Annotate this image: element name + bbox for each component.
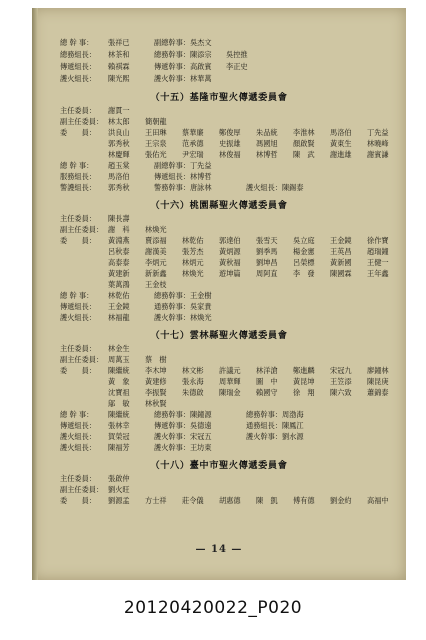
- member-name: 王笠添: [330, 377, 352, 386]
- member-name: 賴國守: [256, 388, 278, 397]
- role-label: 副主任委員：: [60, 225, 104, 234]
- roster-line: [60, 474, 145, 483]
- roster-line: [60, 496, 404, 505]
- image-caption: 20120420022_P020: [123, 598, 303, 618]
- member-name: 王金枝: [145, 280, 167, 289]
- roster-line: [60, 258, 404, 267]
- roster-line: [60, 355, 182, 364]
- assistant-entry: 副總幹事：吳杰文: [154, 38, 212, 47]
- role-label: 服務組長：: [60, 172, 96, 181]
- member-name: 宋冠九: [330, 366, 352, 375]
- member-name: 史振雄: [219, 139, 241, 148]
- role-label: 副主任委員：: [60, 355, 104, 364]
- member-name: 黃新國: [330, 258, 352, 267]
- member-name: 高福中: [367, 496, 389, 505]
- member-name: 林洋滄: [256, 366, 278, 375]
- roster-line: [60, 225, 182, 234]
- member-name: 林曉峰: [367, 139, 389, 148]
- member-name: 洪良山: [108, 128, 130, 137]
- member-name: 黃建修: [145, 377, 167, 386]
- role-label: 護火組長：: [60, 313, 96, 322]
- member-name: 張雪天: [256, 236, 278, 245]
- member-name: 蔡 樹: [145, 355, 167, 364]
- member-name: 林福龍: [108, 313, 130, 322]
- member-name: 簡朝龍: [145, 117, 167, 126]
- role-label: 副主任委員：: [60, 485, 104, 494]
- member-name: 劉坤昌: [256, 258, 278, 267]
- role-label: 委 員：: [60, 236, 96, 245]
- role-label: 委 員：: [60, 128, 96, 137]
- member-name: 圖 中: [256, 377, 278, 386]
- member-name: 林博哲: [256, 150, 278, 159]
- roster-line: [60, 443, 212, 452]
- roster-line: [60, 214, 145, 223]
- member-name: 胡惠德: [219, 496, 241, 505]
- member-name: 陳 凱: [256, 496, 278, 505]
- member-name: 方士祥: [145, 496, 167, 505]
- member-name: 郭達伯: [219, 236, 241, 245]
- role-label: 護火組長：: [60, 443, 96, 452]
- member-name: 朱品統: [256, 128, 278, 137]
- member-name: 林慶輝: [108, 150, 130, 159]
- member-name: 遊坤篇: [219, 269, 241, 278]
- member-name: 李淮林: [293, 128, 315, 137]
- roster-line: [60, 150, 404, 159]
- role-label: 總 幹 事：: [60, 38, 94, 47]
- member-name: 陳光熙: [108, 74, 130, 83]
- member-name: 陳繼統: [108, 366, 130, 375]
- member-name: 周萬玉: [108, 355, 130, 364]
- roster-line: [60, 139, 404, 148]
- member-name: 李木坤: [145, 366, 167, 375]
- member-name: 傅有德: [293, 496, 315, 505]
- member-name: 王金鏡: [330, 236, 352, 245]
- roster-line: [60, 388, 404, 397]
- member-name: 林乾佑: [108, 291, 130, 300]
- roster-line: [60, 344, 145, 353]
- member-name: 王田琳: [145, 128, 167, 137]
- member-name: 王英昌: [330, 247, 352, 256]
- member-name: 林秋賢: [145, 399, 167, 408]
- member-name: 林文彬: [182, 366, 204, 375]
- roster-line: [60, 280, 182, 289]
- member-name: 林乾佑: [182, 236, 204, 245]
- roster-line: [60, 313, 212, 322]
- member-name: 范承德: [182, 139, 204, 148]
- assistant-entry: 通務幹事：吳家貴: [154, 302, 212, 311]
- section-title: （十八）臺中市聖火傳遞委員會: [150, 460, 288, 471]
- member-name: 林茶和: [108, 50, 130, 59]
- roster-line: [60, 38, 212, 47]
- member-name: 謝貫一: [108, 106, 130, 115]
- book-page: [32, 8, 406, 580]
- member-name: 王宗泉: [145, 139, 167, 148]
- roster-line: [60, 117, 182, 126]
- member-name: 黃東生: [330, 139, 352, 148]
- roster-line: [60, 399, 182, 408]
- member-name: 蕭錦泰: [367, 388, 389, 397]
- member-name: 陳長壽: [108, 214, 130, 223]
- member-name: 李 發: [293, 269, 315, 278]
- assistant-entry: 通務組長：陳鳳江: [246, 421, 304, 430]
- role-label: 總務組長：: [60, 50, 96, 59]
- member-name: 黃淵燕: [108, 236, 130, 245]
- member-name: 陳六致: [330, 388, 352, 397]
- assistant-entry: 副總幹事：丁先益: [154, 161, 212, 170]
- member-name: 謝 科: [108, 225, 130, 234]
- role-label: 總 幹 事：: [60, 161, 94, 170]
- member-name: 馬洛伯: [330, 128, 352, 137]
- page-number: — 14 —: [195, 544, 243, 555]
- assistant-entry: 總務幹事：王金樹: [154, 291, 212, 300]
- assistant-entry: 吳控推: [226, 50, 248, 59]
- member-name: 黃秋福: [219, 258, 241, 267]
- member-name: 丁先益: [367, 128, 389, 137]
- member-name: 林煥光: [182, 269, 204, 278]
- member-name: 郭秀秋: [108, 139, 130, 148]
- member-name: 黃炳源: [219, 247, 241, 256]
- roster-line: [60, 410, 304, 419]
- role-label: 護火組長：: [60, 74, 96, 83]
- member-name: 張佑光: [145, 150, 167, 159]
- roster-line: [60, 366, 404, 375]
- member-name: 賣添福: [145, 236, 167, 245]
- member-name: 劉火旺: [108, 485, 130, 494]
- member-name: 賀榮冠: [108, 432, 130, 441]
- member-name: 陳福芳: [108, 443, 130, 452]
- assistant-entry: 護火幹事：林華萬: [154, 74, 212, 83]
- member-name: 林炳元: [182, 258, 204, 267]
- member-name: 蔡華廉: [182, 128, 204, 137]
- member-name: 周阿直: [256, 269, 278, 278]
- roster-line: [60, 62, 248, 71]
- roster-line: [60, 74, 212, 83]
- assistant-entry: 護火幹事：宋冠五: [154, 432, 212, 441]
- roster-line: [60, 377, 404, 386]
- roster-line: [60, 128, 404, 137]
- role-label: 傳遞組長：: [60, 302, 96, 311]
- member-name: 黃建新: [108, 269, 130, 278]
- member-name: 黃昆坤: [293, 377, 315, 386]
- assistant-entry: 護火組長：陳錫泰: [246, 183, 304, 192]
- member-name: 馮國旭: [256, 139, 278, 148]
- member-name: 葉萬鴻: [108, 280, 130, 289]
- member-name: 許議元: [219, 366, 241, 375]
- member-name: 陳國霖: [330, 269, 352, 278]
- member-name: 謝賓謙: [367, 150, 389, 159]
- role-label: 總 幹 事：: [60, 410, 94, 419]
- member-name: 馬洛伯: [108, 172, 130, 181]
- member-name: 王年鑫: [367, 269, 389, 278]
- assistant-entry: 傳遞組長：林博哲: [154, 172, 212, 181]
- roster-line: [60, 183, 304, 192]
- roster-line: [60, 236, 404, 245]
- assistant-entry: 李正史: [226, 62, 248, 71]
- role-label: 主任委員：: [60, 214, 96, 223]
- member-name: 顏啟賢: [293, 139, 315, 148]
- member-name: 張林幸: [108, 421, 130, 430]
- member-name: 徐 翔: [293, 388, 315, 397]
- member-name: 劉金約: [330, 496, 352, 505]
- member-name: 周華輝: [219, 377, 241, 386]
- roster-line: [60, 485, 145, 494]
- member-name: 張永海: [182, 377, 204, 386]
- member-name: 張啟仲: [108, 474, 130, 483]
- member-name: 鄔 敏: [108, 399, 130, 408]
- member-name: 吳立庭: [293, 236, 315, 245]
- section-title: （十五）基隆市聖火傳遞委員會: [150, 92, 288, 103]
- member-name: 王金鏡: [108, 302, 130, 311]
- role-label: 傳遞組長：: [60, 62, 96, 71]
- member-name: 呂秋泰: [108, 247, 130, 256]
- role-label: 委 員：: [60, 366, 96, 375]
- role-label: 傳遞組長：: [60, 421, 96, 430]
- role-label: 委 員：: [60, 496, 96, 505]
- assistant-entry: 總務幹事：陳鐘源: [154, 410, 212, 419]
- role-label: 主任委員：: [60, 106, 96, 115]
- member-name: 廖鐘林: [367, 366, 389, 375]
- member-name: 鄭俊厚: [219, 128, 241, 137]
- roster-line: [60, 269, 404, 278]
- assistant-entry: 護火幹事：王坊東: [154, 443, 212, 452]
- member-name: 趙玉棠: [108, 161, 130, 170]
- member-name: 鄭進麟: [293, 366, 315, 375]
- assistant-entry: 護火幹事：劉水源: [246, 432, 304, 441]
- member-name: 呂榮標: [293, 258, 315, 267]
- member-name: 劉季馬: [256, 247, 278, 256]
- member-name: 林煥光: [145, 225, 167, 234]
- member-name: 楊金憲: [293, 247, 315, 256]
- member-name: 陳繼統: [108, 410, 130, 419]
- roster-line: [60, 50, 248, 59]
- member-name: 陳 武: [293, 150, 315, 159]
- member-name: 林俊福: [219, 150, 241, 159]
- assistant-entry: 總務幹事：周渤海: [246, 410, 304, 419]
- assistant-entry: 警務幹事：唐詠林: [154, 183, 212, 192]
- member-name: 李振賢: [145, 388, 167, 397]
- assistant-entry: 傳遞幹事：高啟賓: [154, 62, 212, 71]
- member-name: 張芳杰: [182, 247, 204, 256]
- member-name: 沈寶祖: [108, 388, 130, 397]
- member-name: 徐作寶: [367, 236, 389, 245]
- member-name: 林太郎: [108, 117, 130, 126]
- roster-line: [60, 291, 212, 300]
- roster-line: [60, 161, 212, 170]
- roster-line: [60, 432, 304, 441]
- assistant-entry: 護火幹事：林煥光: [154, 313, 212, 322]
- role-label: 護火組長：: [60, 432, 96, 441]
- member-name: 莊令儀: [182, 496, 204, 505]
- role-label: 主任委員：: [60, 474, 96, 483]
- role-label: 副主任委員：: [60, 117, 104, 126]
- section-title: （十六）桃園縣聖火傳遞委員會: [150, 200, 288, 211]
- roster-line: [60, 106, 145, 115]
- role-label: 主任委員：: [60, 344, 96, 353]
- assistant-entry: 總務幹事：陳添宗: [154, 50, 212, 59]
- roster-line: [60, 421, 304, 430]
- member-name: 林金生: [108, 344, 130, 353]
- member-name: 陳瑞金: [219, 388, 241, 397]
- member-name: 高泰泰: [108, 258, 130, 267]
- member-name: 張祥已: [108, 38, 130, 47]
- member-name: 李炳元: [145, 258, 167, 267]
- role-label: 警護組長：: [60, 183, 96, 192]
- member-name: 謝漢美: [145, 247, 167, 256]
- member-name: 郭秀秋: [108, 183, 130, 192]
- member-name: 趙瑞鐘: [367, 247, 389, 256]
- member-name: 陳昆庚: [367, 377, 389, 386]
- member-name: 賴祺霖: [108, 62, 130, 71]
- member-name: 謝進雄: [330, 150, 352, 159]
- member-name: 劉源孟: [108, 496, 130, 505]
- assistant-entry: 傳遞幹事：吳德遠: [154, 421, 212, 430]
- member-name: 黃 象: [108, 377, 130, 386]
- role-label: 總 幹 事：: [60, 291, 94, 300]
- roster-line: [60, 172, 212, 181]
- member-name: 朱德啟: [182, 388, 204, 397]
- roster-line: [60, 247, 404, 256]
- member-name: 新新鑫: [145, 269, 167, 278]
- member-name: 尹宏瑞: [182, 150, 204, 159]
- section-title: （十七）雲林縣聖火傳遞委員會: [150, 330, 288, 341]
- member-name: 王健一: [367, 258, 389, 267]
- roster-line: [60, 302, 212, 311]
